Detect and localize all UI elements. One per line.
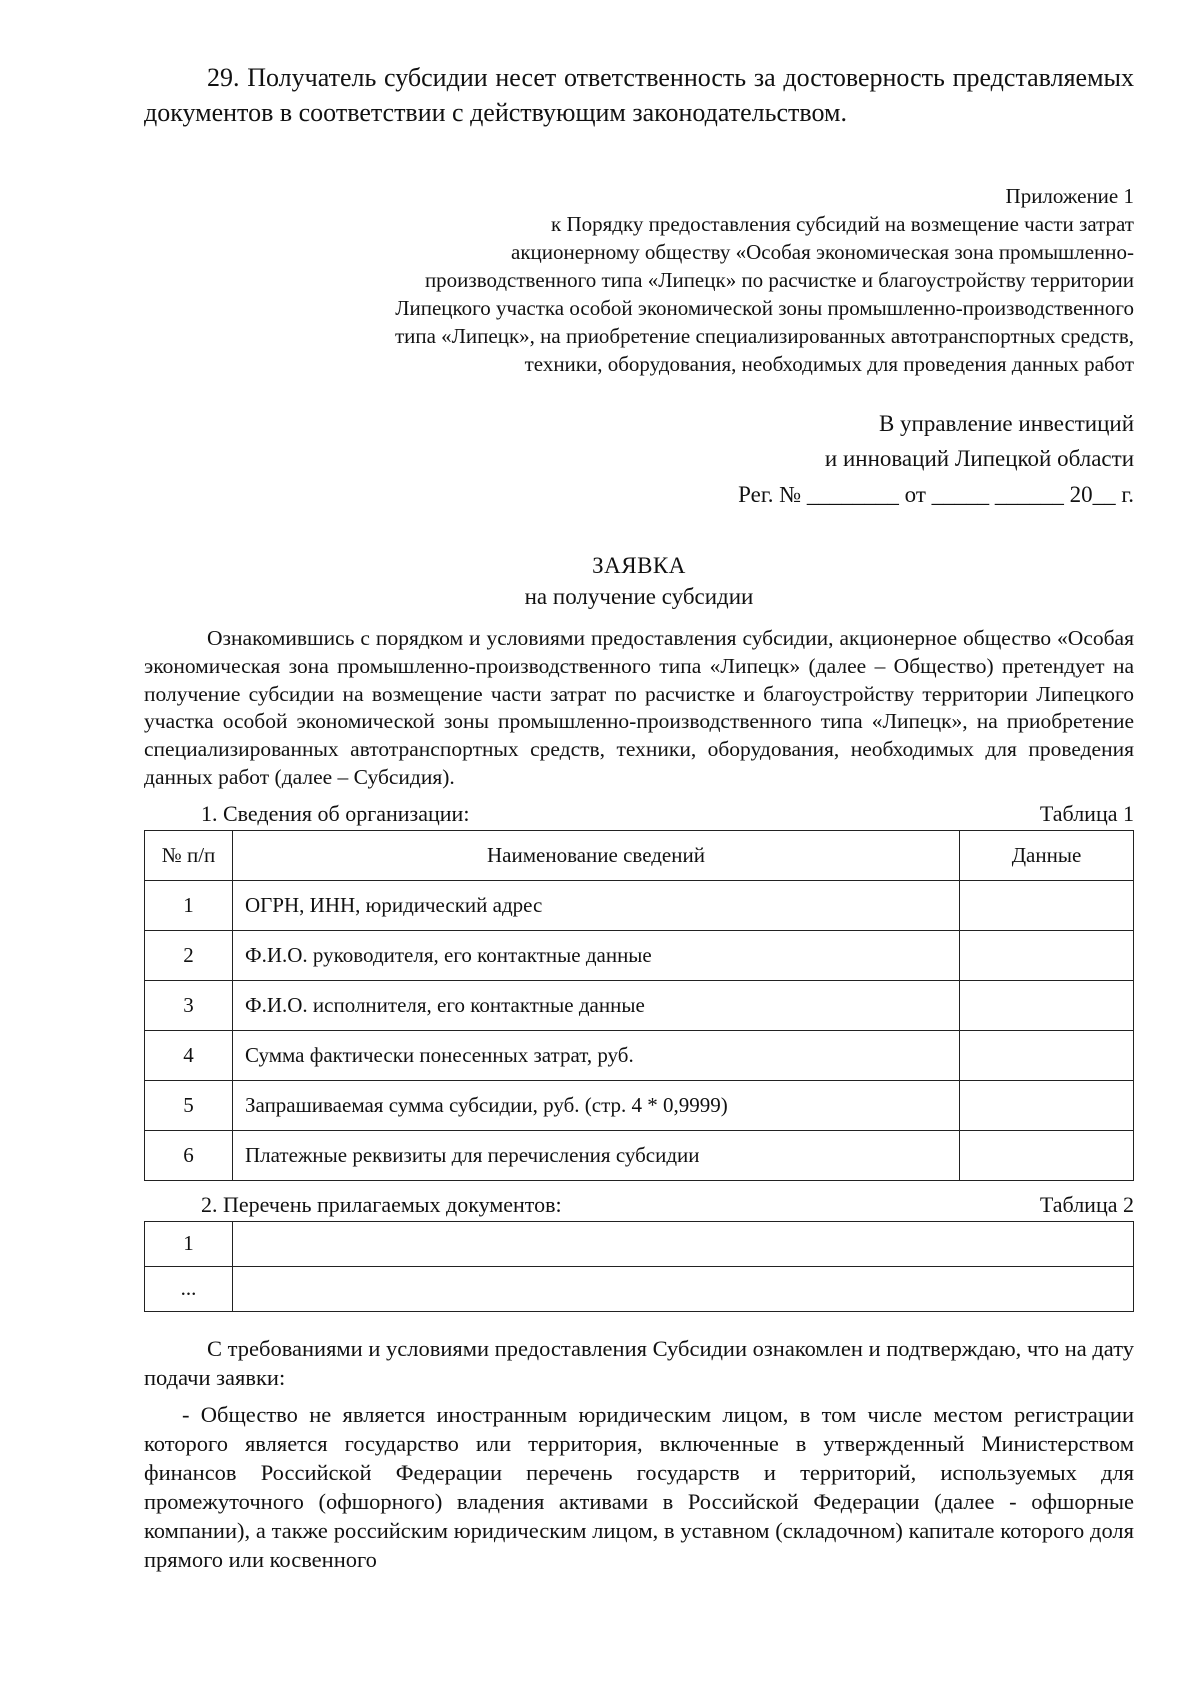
document-subtitle: на получение субсидии [524, 584, 754, 609]
table-row [145, 1130, 1134, 1180]
intro-paragraph: Ознакомившись с порядком и условиями предоставления субсидии, акционерное общество «Особая экономическая зона промышленно-производственного типа «Липецк» (далее – Общество) претендует на получение субсидии на возмещение части затрат по расчистке и благоустройству территории Липецкого участка особой экономической зоны промышленно-производственного типа «Липецк», на приобретение специализированных автотранспортных средств, техники, оборудования, необходимых для проведения данных работ (далее – Субсидия). [144, 626, 1134, 789]
registration-line: Рег. № ________ от _____ ______ 20__ г. [738, 482, 1134, 507]
header-number: № п/п [145, 830, 233, 880]
appendix-line: Липецкого участка особой экономической зоны промышленно-производственного [395, 296, 1134, 320]
table-row [145, 1221, 1134, 1266]
table2-label: Таблица 2 [1039, 1191, 1134, 1217]
documents-list-table [144, 1221, 1134, 1312]
row-number: 1 [145, 880, 233, 930]
row-number: 3 [145, 980, 233, 1030]
table-row [145, 930, 1134, 980]
addressee-line-2: и инноваций Липецкой области [824, 446, 1134, 471]
row-number: 4 [145, 1030, 233, 1080]
table2-caption: 2. Перечень прилагаемых документов: [201, 1191, 562, 1217]
row-number: ... [145, 1266, 233, 1311]
row-name: Ф.И.О. исполнителя, его контактные данные [233, 980, 960, 1030]
table1-label: Таблица 1 [1039, 800, 1134, 826]
table2-caption-row [144, 1189, 1134, 1221]
header-data: Данные [960, 830, 1134, 880]
organization-info-table [144, 830, 1134, 1181]
row-name: ОГРН, ИНН, юридический адрес [233, 880, 960, 930]
paragraph-29: 29. Получатель субсидии несет ответственность за достоверность представляемых документов в соответствии с действующим законодательством. [144, 63, 1134, 127]
appendix-line: производственного типа «Липецк» по расчистке и благоустройству территории [424, 268, 1134, 292]
row-name: Платежные реквизиты для перечисления субсидии [233, 1130, 960, 1180]
row-data-cell[interactable] [960, 1130, 1134, 1180]
row-number: 5 [145, 1080, 233, 1130]
table-row [145, 980, 1134, 1030]
appendix-line: типа «Липецк», на приобретение специализированных автотранспортных средств, [394, 324, 1134, 348]
row-number: 2 [145, 930, 233, 980]
document-title: ЗАЯВКА [592, 553, 686, 578]
table-row [145, 1080, 1134, 1130]
appendix-line: к Порядку предоставления субсидий на возмещение части затрат [551, 212, 1134, 236]
document-page [144, 60, 1134, 1574]
row-number: 1 [145, 1221, 233, 1266]
header-name: Наименование сведений [233, 830, 960, 880]
row-data-cell[interactable] [960, 980, 1134, 1030]
row-name: Запрашиваемая сумма субсидии, руб. (стр. 4 * 0,9999) [233, 1080, 960, 1130]
row-document-cell[interactable] [233, 1266, 1134, 1311]
row-data-cell[interactable] [960, 930, 1134, 980]
addressee-block [144, 406, 1134, 476]
appendix-line: акционерному обществу «Особая экономическая зона промышленно- [511, 240, 1134, 264]
table1-caption: 1. Сведения об организации: [201, 800, 470, 826]
addressee-line-1: В управление инвестиций [878, 411, 1134, 436]
table-row [145, 880, 1134, 930]
table-row [145, 1030, 1134, 1080]
requirement-item: - Общество не является иностранным юридическим лицом, в том числе местом регистрации которого является государство или территория, включенные в утвержденный Министерством финансов Российской Федерации перечень государств и территорий, используемых для промежуточного (офшорного) владения активами в Российской Федерации (далее - офшорные компании), а также российским юридическим лицом, в уставном (складочном) капитале которого доля прямого или косвенного [144, 1401, 1134, 1572]
row-document-cell[interactable] [233, 1221, 1134, 1266]
row-data-cell[interactable] [960, 880, 1134, 930]
row-name: Ф.И.О. руководителя, его контактные данные [233, 930, 960, 980]
appendix-block [144, 182, 1134, 378]
table-header-row [145, 830, 1134, 880]
appendix-line: техники, оборудования, необходимых для проведения данных работ [524, 352, 1134, 376]
row-name: Сумма фактически понесенных затрат, руб. [233, 1030, 960, 1080]
requirements-intro: С требованиями и условиями предоставления Субсидии ознакомлен и подтверждаю, что на дату подачи заявки: [144, 1335, 1134, 1390]
row-data-cell[interactable] [960, 1080, 1134, 1130]
appendix-title: Приложение 1 [1005, 184, 1134, 208]
row-number: 6 [145, 1130, 233, 1180]
row-data-cell[interactable] [960, 1030, 1134, 1080]
table-row [145, 1266, 1134, 1311]
table1-caption-row [144, 798, 1134, 830]
